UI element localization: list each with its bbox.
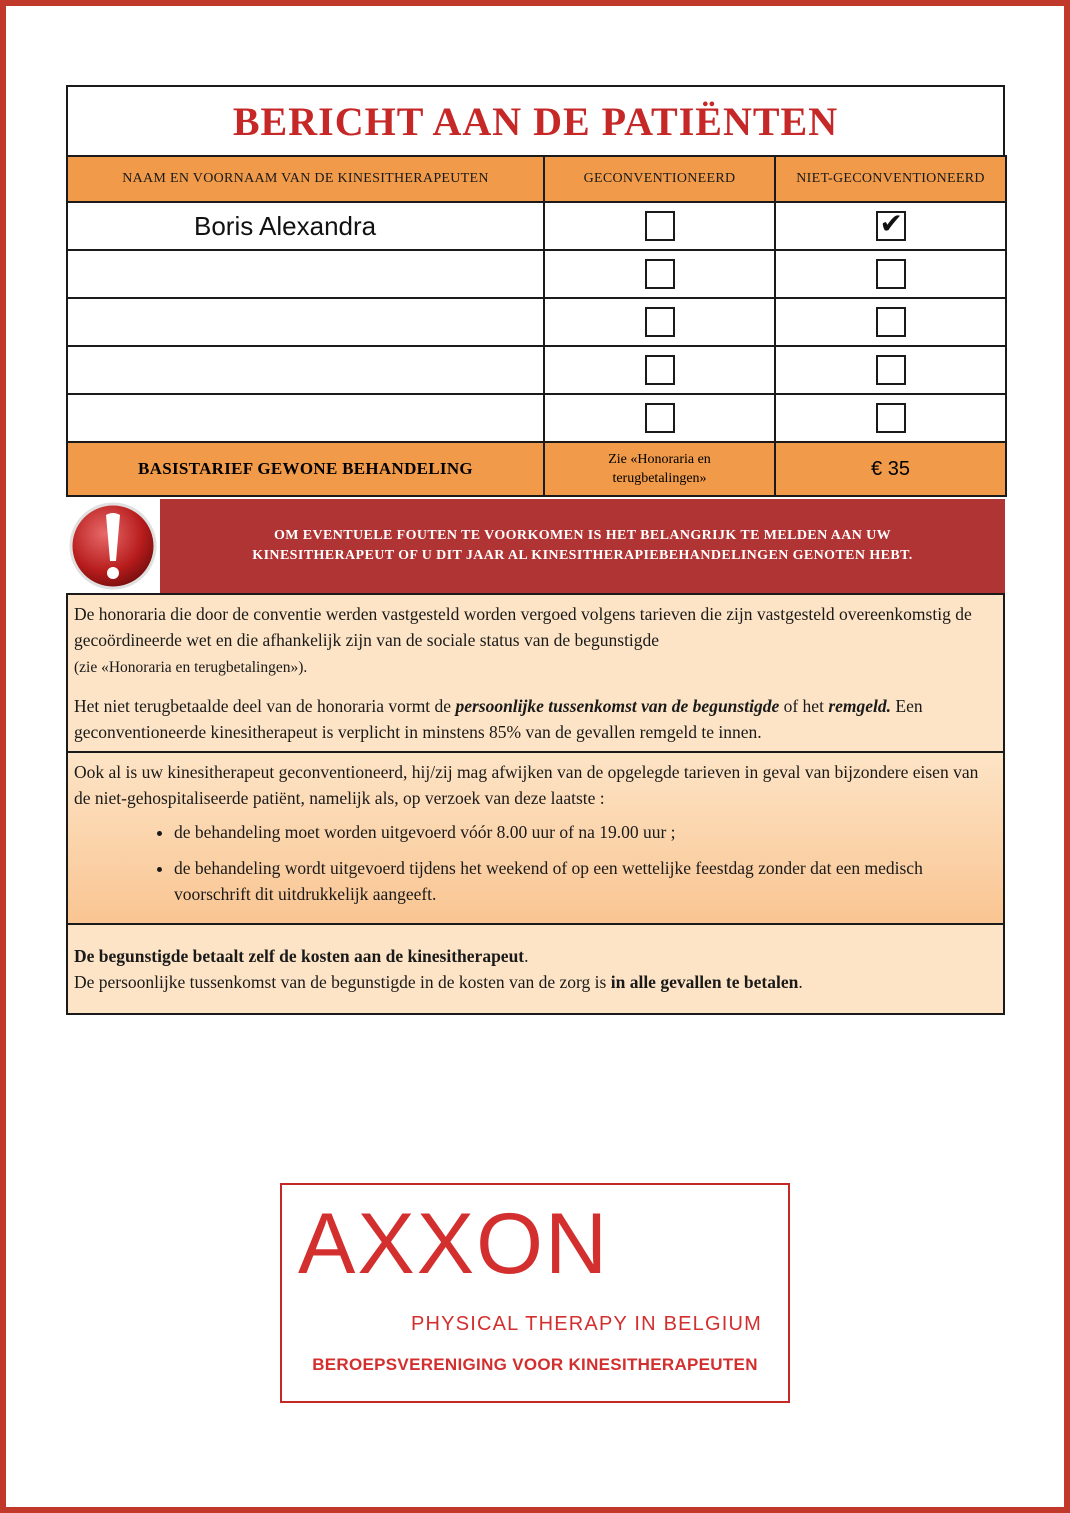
table-row	[67, 202, 1006, 250]
non-conventioned-checkbox[interactable]	[876, 207, 906, 241]
rate-row	[67, 442, 1006, 496]
therapist-name[interactable]	[67, 346, 544, 394]
therapist-name[interactable]	[67, 250, 544, 298]
conventioned-checkbox[interactable]	[645, 403, 675, 433]
non-conventioned-checkbox[interactable]	[876, 307, 906, 337]
table-header	[67, 156, 1006, 202]
header-conventioned: GECONVENTIONEERD	[544, 156, 775, 202]
patient-notice	[66, 85, 1005, 1015]
conventioned-checkbox[interactable]	[645, 259, 675, 289]
page-title: BERICHT AAN DE PATIËNTEN	[232, 98, 839, 144]
conventioned-checkbox[interactable]	[645, 355, 675, 385]
therapist-name[interactable]	[67, 394, 544, 442]
rate-non-conventioned-value: € 35	[775, 442, 1006, 496]
non-conventioned-checkbox[interactable]	[876, 259, 906, 289]
table-row	[67, 394, 1006, 442]
header-name: NAAM EN VOORNAAM VAN DE KINESITHERAPEUTEN	[67, 156, 544, 202]
axxon-logo	[280, 1183, 790, 1403]
logo-tagline: BEROEPSVERENIGING VOOR KINESITHERAPEUTEN	[312, 1355, 758, 1374]
info-section-exceptions	[66, 753, 1005, 925]
exceptions-intro: Ook al is uw kinesitherapeut geconventioneerd, hij/zij mag afwijken van de opgelegde tarieven in geval van bijzondere eisen van de niet-gehospitaliseerde patiënt, namelijk als, op verzoek van deze laatste :	[74, 762, 979, 808]
table-row	[67, 250, 1006, 298]
logo-wordmark: AXXON	[298, 1196, 610, 1292]
exceptions-list	[74, 819, 997, 907]
copayment-paragraph: Het niet terugbetaalde deel van de honoraria vormt de persoonlijke tussenkomst van de begunstigde of het remgeld. Een geconventioneerde kinesitherapeut is verplicht in minstens 85% van de gevallen remgeld te innen.	[74, 696, 923, 742]
non-conventioned-checkbox[interactable]	[876, 403, 906, 433]
therapist-name[interactable]	[67, 298, 544, 346]
info-section-payment	[66, 925, 1005, 1015]
therapist-name[interactable]: Boris Alexandra	[67, 202, 544, 250]
warning-banner	[66, 499, 1005, 593]
info-section-fees	[66, 593, 1005, 753]
logo-subtitle: PHYSICAL THERAPY IN BELGIUM	[410, 1313, 762, 1335]
table-row	[67, 298, 1006, 346]
payment-line-2: De persoonlijke tussenkomst van de begunstigde in de kosten van de zorg is in alle gevallen te betalen.	[74, 972, 803, 992]
therapist-table	[66, 155, 1007, 497]
warning-text: OM EVENTUELE FOUTEN TE VOORKOMEN IS HET BELANGRIJK TE MELDEN AAN UW KINESITHERAPEUT OF U DIT JAAR AL KINESITHERAPIEBEHANDELINGEN GENOTEN HEBT.	[160, 499, 1005, 593]
list-item: • de behandeling wordt uitgevoerd tijdens het weekend of op een wettelijke feestdag zonder dat een medisch voorschrift dit uitdrukkelijk aangeeft.	[174, 855, 997, 907]
rate-conventioned-ref: Zie «Honoraria en terugbetalingen»	[544, 442, 775, 496]
conventioned-checkbox[interactable]	[645, 307, 675, 337]
rate-label: BASISTARIEF GEWONE BEHANDELING	[67, 442, 544, 496]
table-row	[67, 346, 1006, 394]
warning-icon	[66, 499, 160, 593]
fees-paragraph: De honoraria die door de conventie werden vastgesteld worden vergoed volgens tarieven die zijn vastgesteld overeenkomstig de gecoördineerde wet en die afhankelijk zijn van de sociale status van de begunstigde (zie «Honoraria en terugbetalingen»).	[74, 604, 972, 676]
conventioned-checkbox[interactable]	[645, 211, 675, 241]
header-non-conventioned: NIET-GECONVENTIONEERD	[775, 156, 1006, 202]
checkmark-icon: ✔	[879, 207, 903, 240]
payment-line-1: De begunstigde betaalt zelf de kosten aan de kinesitherapeut.	[74, 946, 529, 966]
list-item: • de behandeling moet worden uitgevoerd vóór 8.00 uur of na 19.00 uur ;	[174, 819, 997, 845]
title-row	[66, 85, 1005, 155]
non-conventioned-checkbox[interactable]	[876, 355, 906, 385]
